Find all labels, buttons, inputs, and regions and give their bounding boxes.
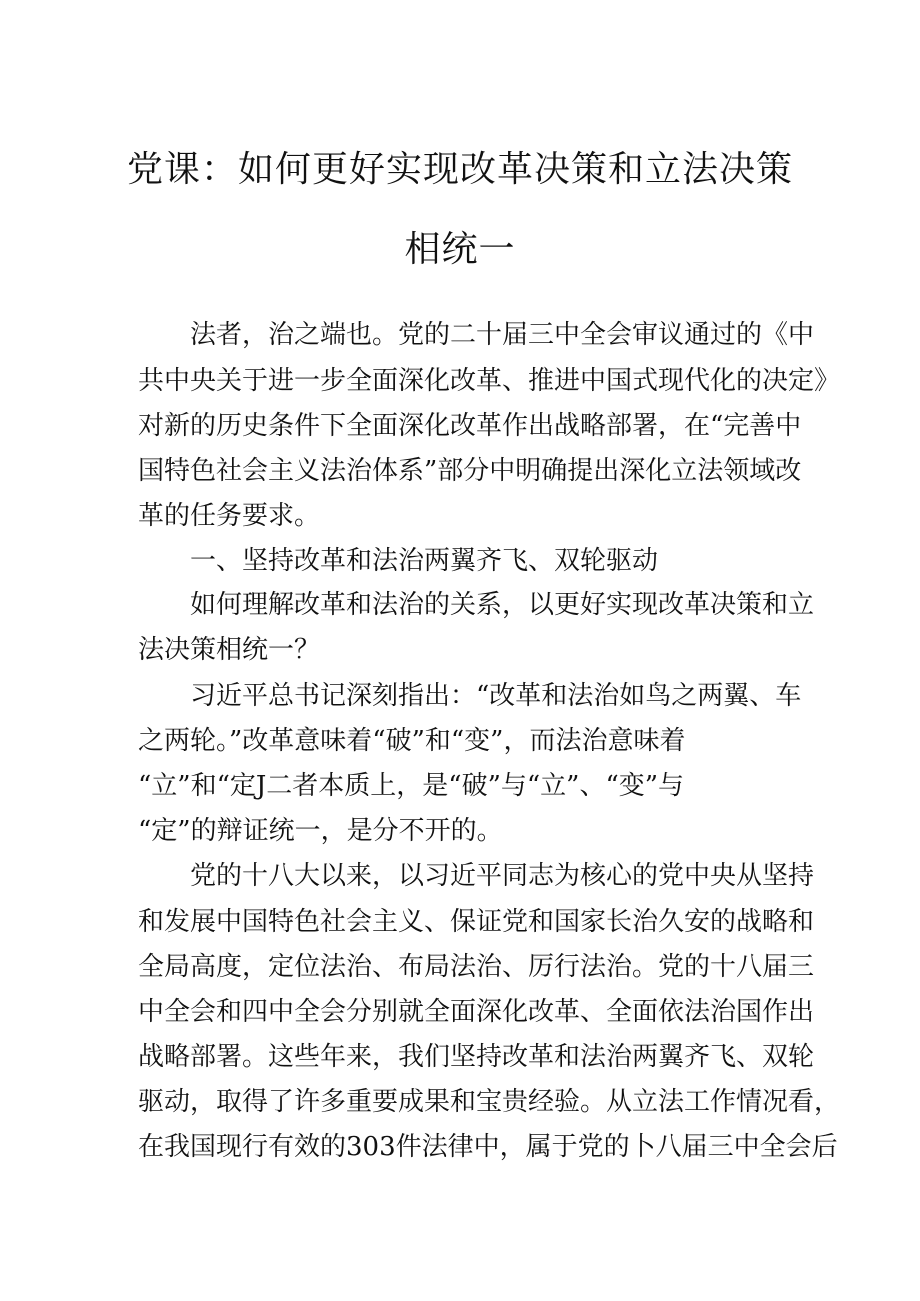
paragraph-2-line-2: 法决策相统一？ xyxy=(138,635,321,665)
paragraph-1-line-4: 国特色社会主义法治体系”部分中明确提出深化立法领域改 xyxy=(138,456,802,486)
document-title-line-2: 相统一 xyxy=(404,229,516,270)
paragraph-4-line-6: 驱动，取得了许多重要成果和宝贵经验。从立法工作情况看， xyxy=(138,1087,841,1117)
paragraph-1-line-3: 对新的历史条件下全面深化改革作出战略部署，在“完善中 xyxy=(138,411,802,441)
paragraph-4-line-2: 和发展中国特色社会主义、保证党和国家长治久安的战略和 xyxy=(138,907,815,937)
paragraph-4-line-1: 党的十八大以来，以习近平同志为核心的党中央从坚持 xyxy=(190,861,815,891)
paragraph-3-line-1: 习近平总书记深刻指出：“改革和法治如鸟之两翼、车 xyxy=(190,681,802,711)
paragraph-4-line-4: 中全会和四中全会分别就全面深化改革、全面依法治国作出 xyxy=(138,997,815,1027)
paragraph-1-line-1: 法者，治之端也。党的二十届三中全会审议通过的《中 xyxy=(190,320,815,350)
paragraph-1-line-2: 共中央关于进一步全面深化改革、推进中国式现代化的决定》 xyxy=(138,366,841,396)
paragraph-4-line-3: 全局高度，定位法治、布局法治、厉行法治。党的十八届三 xyxy=(138,952,815,982)
paragraph-1-line-5: 革的任务要求。 xyxy=(138,501,321,531)
section-heading-1: 一、坚持改革和法治两翼齐飞、双轮驱动 xyxy=(190,546,659,576)
paragraph-3-line-2: 之两轮。”改革意味着“破”和“变”，而法治意味着 xyxy=(138,726,686,756)
paragraph-3-line-3: “立”和“定J二者本质上，是“破”与“立”、“变”与 xyxy=(138,771,685,801)
paragraph-4-line-5: 战略部署。这些年来，我们坚持改革和法治两翼齐飞、双轮 xyxy=(138,1042,815,1072)
paragraph-2-line-1: 如何理解改革和法治的关系，以更好实现改革决策和立 xyxy=(190,590,815,620)
document-title-line-1: 党课：如何更好实现改革决策和立法决策 xyxy=(126,149,793,190)
paragraph-4-line-7: 在我国现行有效的303件法律中，属于党的卜八届三中全会后 xyxy=(138,1132,838,1162)
paragraph-3-line-4: “定”的辩证统一，是分不开的。 xyxy=(138,816,503,846)
